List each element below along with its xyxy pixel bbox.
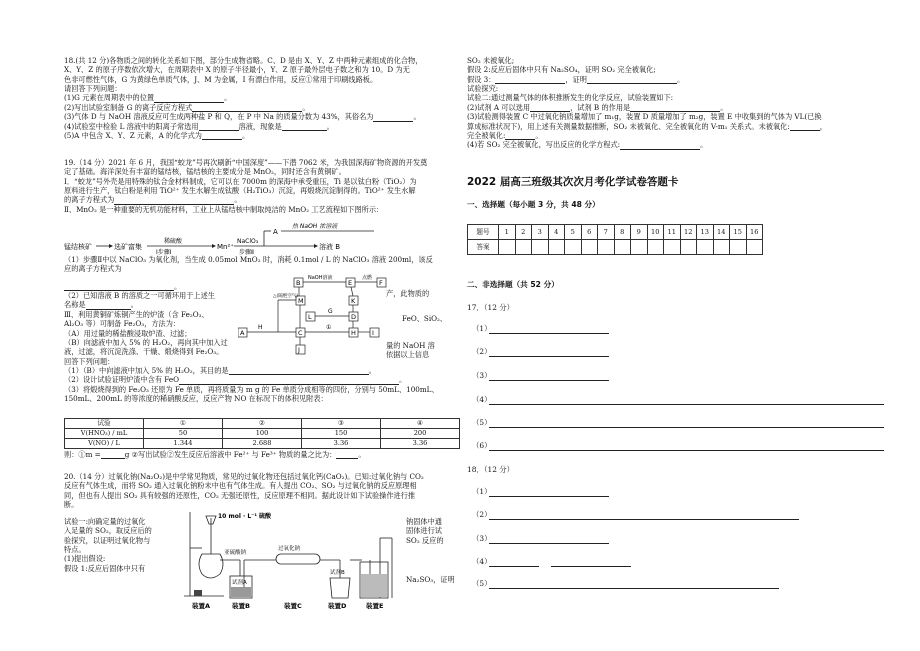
q18-line: 色非可燃性气体，G 为黄绿色单质气体，J、M 为金属，I 有漂白作用，反应①常用于印刷线路板。 [64, 74, 378, 84]
mno2-process-diagram [64, 222, 384, 256]
apparatus-label: 10 mol · L⁻¹ 硫酸 [218, 513, 272, 520]
q20-cont-line: SO₂ 未被氧化; [467, 56, 515, 65]
scheme-label: G [328, 308, 333, 315]
apparatus-diagram [180, 508, 405, 612]
answer-cell[interactable] [565, 240, 582, 255]
scheme-node: B [296, 279, 301, 287]
q20-left-text: 假设 1:反应后固体中只有 [64, 563, 146, 573]
q18-sub4: (4)试验室中检验 L 溶液中的阳离子常选用 [64, 121, 199, 131]
q20-left-text: 入足量的 SO₂，取反应后的 [64, 526, 152, 536]
apparatus-label: 装置E [366, 602, 384, 610]
scheme-node: F [379, 279, 383, 287]
answer-grid-header-row [468, 225, 763, 240]
answer-cell[interactable] [713, 240, 730, 255]
scheme-node: E [348, 279, 353, 287]
q20-right-fragment [406, 575, 455, 584]
apparatus-label: 装置D [328, 602, 347, 610]
answer-blank [505, 132, 535, 140]
answer-blank [202, 132, 242, 140]
q20-line: 断。 [64, 500, 79, 510]
q20-cont-line: (4)若 SO₂ 完全被氧化，写出反应的化学方程式: [467, 140, 621, 150]
answer-blank [790, 123, 820, 131]
flow-start-label: 锰结核矿 [64, 243, 92, 251]
answer-cell[interactable] [532, 240, 549, 255]
answer-blank [630, 104, 720, 112]
nitric-acid-table [64, 418, 460, 449]
answer-grid [467, 224, 763, 255]
q18-answer-line-4a[interactable] [489, 566, 539, 567]
table-header: 试验 [65, 419, 144, 429]
flow-a-label: A [273, 228, 278, 236]
answer-cell[interactable] [515, 240, 532, 255]
q18-answer-line-5[interactable] [489, 588, 779, 589]
answer-cell[interactable] [614, 240, 631, 255]
table-cell: 2.688 [223, 439, 302, 449]
q17-item-1: （1） [472, 324, 492, 333]
answer-blank [154, 95, 224, 103]
q20-left-text: 特点。 [64, 545, 86, 555]
q17-item-4: （4） [472, 395, 492, 404]
q19-body-line: Al₂O₃ 等）可制备 Fe₂O₃，方法为： [64, 319, 181, 329]
q20-cont-line: 试验探究: [467, 84, 499, 94]
question-17-label: 17．（12 分） [467, 303, 515, 312]
scheme-node: K [351, 297, 356, 305]
table-cell: 1.344 [144, 439, 223, 449]
q17-answer-line-5[interactable] [489, 427, 884, 428]
answer-blank [114, 197, 234, 205]
answer-cell[interactable] [680, 240, 697, 255]
q19-body-line: Ⅲ、利用黄铜矿炼铜产生的炉渣（含 Fe₂O₃、 [64, 309, 209, 319]
q19-body-line: 名称是 [64, 300, 86, 310]
answer-blank [282, 123, 327, 131]
q20-line: 反应有气体生成，而将 SO₂ 通入过氧化钠粉末中也有气体生成。有人提出 CO₂、SO₂ 与过氧化钠的反应原理相 [64, 481, 417, 491]
question-19-body: （1）步骤Ⅱ中以 NaClO₃ 为氧化剂，当生成 0.05mol MnO₂ 时，消耗 0.1mol / L 的 NaClO₃ 溶液 200ml，该反 应的离子方程式为 。 （2）已知溶液 B 的溶质之一可循环用于上述生 名称是 。 Ⅲ、利用黄铜矿炼铜产生的炉渣（含 Fe₂O₃、 Al₂O₃ 等）可制备 Fe₂O₃，方法为： （A）用过量的稀盐酸浸取炉渣、过滤； （B）向滤液中加入 5% 的 H₂O₂，再向其中加入过 液，过滤，将沉淀洗涤、干燥、煅烧得到 Fe₂O₃。 回答下列问题： （1）（B）中向滤液中加入 5% 的 H₂O₂，其目的是 。 （2）设计试验证明炉渣中含有 FeO 。 （3）将煅烧得到的 Fe₂O₃ 还原为 Fe 单质，再将质量为 m g 的 Fe 单质分成相等的四份，分别与 50mL、100mL、 150mL、200mL 的等浓度的稀硝酸反应，反应产物 NO 在标况下的体积见附表： [64, 255, 464, 403]
scheme-label: 点燃 [362, 275, 373, 281]
answer-blank [101, 451, 125, 459]
q18-sub5: (5)A 中包含 X、Y、Z 元素，A 的化学式为 [64, 130, 202, 140]
table-cell: 3.36 [302, 439, 381, 449]
q19-body-line: （A）用过量的稀盐酸浸取炉渣、过滤； [64, 328, 192, 338]
answer-blank [530, 104, 570, 112]
grid-header: 9 [631, 225, 648, 240]
grid-header: 10 [647, 225, 664, 240]
q17-item-5: （5） [472, 418, 492, 427]
q19-body-line: 回答下列问题： [64, 356, 115, 366]
apparatus-label: 装置C [284, 602, 302, 610]
grid-header: 15 [730, 225, 747, 240]
q18-line: X、Y、Z 的原子序数依次增大，在周期表中 X 的原子半径最小，Y、Z 原子最外层电子数之和为 10。D 为无 [64, 65, 410, 75]
grid-header: 4 [548, 225, 565, 240]
q18-sub2: (2)写出试验室制备 G 的离子反应方程式 [64, 102, 193, 112]
q20-left-text: (1)提出假设: [64, 554, 106, 564]
grid-header: 16 [746, 225, 763, 240]
grid-header: 8 [614, 225, 631, 240]
q19-right-text: FeO、SiO₂、 [402, 314, 448, 323]
q18-line: 请回答下列问题： [64, 84, 122, 94]
q19-line: 19.（14 分）2021 年 6 月，我国“蛟龙”号再次刷新“中国深度”——下潜 7062 米，为我国深海矿物资源的开发奠 [64, 158, 428, 167]
flow-step2-bottom: Ⅰ步骤Ⅰ [156, 249, 172, 256]
q18-item-2: （2） [472, 510, 492, 519]
answer-cell[interactable] [647, 240, 664, 255]
scheme-node: I [372, 329, 374, 337]
q17-item-2: （2） [472, 347, 492, 356]
answer-cell[interactable] [730, 240, 747, 255]
scheme-node: D [351, 313, 357, 321]
grid-header: 12 [680, 225, 697, 240]
q20-cont-line: 算成标准状况下)，用上述有关测量数据推断，SO₂ 未被氧化、完全被氧化的 V-m₁ 关系式。未被氧化: [467, 121, 790, 131]
table-header: ② [223, 419, 302, 429]
grid-header: 2 [515, 225, 532, 240]
scheme-label: △(隔绝空气) [273, 294, 298, 299]
answer-cell[interactable] [664, 240, 681, 255]
q19-body-line: （2）设计试验证明炉渣中含有 FeO [64, 375, 180, 385]
grid-header: 13 [697, 225, 714, 240]
section-free-response: 二、非选择题（共 52 分） [467, 280, 559, 289]
q20-cont-line: (3)试验测得装置 C 中过氧化钠质量增加了 m₁g，装置 D 质量增加了 m₂g，装置 E 中收集到的气体为 VL(已换 [467, 112, 822, 122]
q20-right-text: SO₂ 反应的 [406, 535, 444, 545]
flow-step3-top: NaClO₃ [237, 238, 259, 245]
q19-body-line: （B）向滤液中加入 5% 的 H₂O₂，再向其中加入过 [64, 337, 228, 347]
q18-item-4: （4） [472, 557, 492, 566]
answer-blank [179, 377, 399, 385]
q18-sub1: (1)G 元素在周期表中的位置 [64, 93, 155, 103]
q20-right-text: Na₂SO₃，证明 [406, 575, 455, 584]
table-cell: V(HNO₃) / mL [65, 429, 144, 439]
q20-cont-line: 试验二:通过测量气体的体积推断发生的化学反应，试验装置如下: [467, 93, 674, 103]
q19-ratio-label: g ②写出试验②发生反应后溶液中 Fe²⁺ 与 Fe³⁺ 物质的量之比为： [124, 450, 337, 459]
answer-blank [86, 302, 131, 310]
scheme-node: A [240, 329, 245, 337]
answer-grid-answer-row [468, 240, 763, 255]
q19-right-fragment [386, 341, 435, 360]
q19-body-line: 应的离子方程式为 [64, 264, 122, 274]
q17-item-3: （3） [472, 371, 492, 380]
scheme-node: H [351, 329, 356, 337]
q17-answer-line-3[interactable] [489, 380, 609, 381]
answer-cell[interactable] [598, 240, 615, 255]
q20-right-text: 钠固体中通 [406, 517, 442, 526]
section-multiple-choice: 一、选择题（每小题 3 分，共 48 分） [467, 200, 600, 209]
q19-m-label: 则：①m = [64, 450, 101, 459]
q18-sub4-tail: 溶液，现象是 [238, 121, 282, 131]
answer-cell[interactable] [548, 240, 565, 255]
table-cell: 150 [302, 429, 381, 439]
table-header: ④ [381, 419, 460, 429]
scheme-node: C [298, 329, 303, 337]
grid-header: 3 [532, 225, 549, 240]
flow-step3-bottom: 步骤Ⅱ [239, 249, 254, 256]
answer-blank [336, 451, 358, 459]
answer-cell[interactable] [631, 240, 648, 255]
q20-cont-line: 假设 2:反应后固体中只有 Na₂SO₄，证明 SO₂ 完全被氧化; [467, 65, 656, 75]
table-cell: 100 [223, 429, 302, 439]
q19-body-line: 液，过滤，将沉淀洗涤、干燥、煅烧得到 Fe₂O₃。 [64, 347, 224, 357]
answer-blank [229, 367, 369, 375]
question-19-text: 19.（14 分）2021 年 6 月，我国“蛟龙”号再次刷新“中国深度”——下潜 7062 米，为我国深海矿物资源的开发奠 定了基础。海洋深处有丰富的锰结核，锰结核的主要成分是 MnO₂，同时还含有黄铜矿。 Ⅰ．“蛟龙”号外壳是用特殊的钛合金材料制成，它可以在 7000m 的深海中承受重压，Ti 是以钛白粉（TiO₂）为 原料进行生产，钛白粉是利用 TiO²⁺ 发生水解生成钛酸（H₂TiO₃）沉淀，再煅烧沉淀制得的。TiO²⁺ 发生水解 的离子方程式为 。 Ⅱ、MnO₂ 是一种重要的无机功能材料，工业上从锰结核中制取纯洁的 MnO₂ 工艺流程如下图所示： [64, 158, 428, 214]
q20-cont-line: (2)试剂 A 可以选用 [467, 102, 531, 112]
q19-line: Ⅱ、MnO₂ 是一种重要的无机功能材料，工业上从锰结核中制取纯洁的 MnO₂ 工艺流程如下图所示： [64, 204, 384, 214]
answer-blank [495, 76, 565, 84]
scheme-node: J [298, 346, 300, 354]
apparatus-label: 试剂A [232, 580, 247, 586]
scheme-label: H [258, 324, 263, 331]
flow-b-label: 溶液 B [319, 243, 341, 251]
grid-header: 7 [598, 225, 615, 240]
q18-answer-line-3[interactable] [489, 543, 609, 544]
q19-line: 的离子方程式为 [64, 195, 115, 205]
q19-body-line: （2）已知溶液 B 的溶质之一可循环用于上述生 [64, 291, 215, 301]
q19-right-fragment [386, 289, 429, 298]
scheme-label: NaOH溶液 [308, 275, 333, 281]
table-header: ① [144, 419, 223, 429]
q19-right-text: 依据以上信息 [386, 350, 430, 360]
q19-line: 原料进行生产，钛白粉是利用 TiO²⁺ 发生水解生成钛酸（H₂TiO₃）沉淀，再煅烧沉淀制得的。TiO²⁺ 发生水解 [64, 186, 416, 196]
table-cell: V(NO) / L [65, 439, 144, 449]
q20-line: 同，但也有人提出 SO₂ 具有较强的还原性，CO₂ 无强还原性，反应原理不相同。据此设计如下试验操作进行推 [64, 490, 416, 500]
q20-left-fragment [64, 517, 152, 573]
q19-final-line: 则：①m = g ②写出试验②发生反应后溶液中 Fe²⁺ 与 Fe³⁺ 物质的量之比为： 。 [64, 450, 366, 459]
q18-item-3: （3） [472, 534, 492, 543]
grid-header: 14 [713, 225, 730, 240]
scheme-node: M [298, 297, 304, 305]
apparatus-label: 过氧化钠 [278, 546, 301, 552]
grid-header: 1 [499, 225, 516, 240]
question-18-text: 18.(共 12 分)各物质之间的转化关系如下图，部分生成物省略。C、D 是由 X、Y、Z 中两种元素组成的化合物， X、Y、Z 的原子序数依次增大，在周期表中 X 的原子半径最小，Y、Z 原子最外层电子数之和为 10。D 为无 色非可燃性气体，G 为黄绿色单质气体，J、M 为金属，I 有漂白作用，反应①常用于印刷线路板。 请回答下列问题： (1)G 元素在周期表中的位置 。 (2)写出试验室制备 G 的离子反应方程式 。 (3)气体 D 与 NaOH 溶液反应可生成两种盐 P 和 Q，在 P 中 Na 的质量分数为 43%，其俗名为 。 (4)试验室中检验 L 溶液中的阳离子常选用 溶液，现象是 。 (5)A 中包含 X、Y、Z 元素，A 的化学式为 。 [64, 56, 423, 140]
q18-sub3: (3)气体 D 与 NaOH 溶液反应可生成两种盐 P 和 Q，在 P 中 Na 的质量分数为 43%，其俗名为 [64, 112, 374, 122]
q18-answer-line-1[interactable] [489, 496, 609, 497]
scheme-label: ① [326, 324, 332, 331]
answer-sheet-title: 2022 届高三班级其次次月考化学试卷答题卡 [467, 176, 679, 188]
q20-line: 20.（14 分）过氧化钠(Na₂O₂)是中学常见物质，常见的过氧化物还包括过氧化钙(CaO₂)。已知:过氧化钠与 CO₂ [64, 472, 424, 481]
q19-right-text: 产，此物质的 [386, 289, 430, 298]
q19-body-line: 150mL、200mL 的等浓度的稀硝酸反应，反应产物 NO 在标况下的体积见附表： [64, 394, 328, 404]
q19-right-fragment [402, 314, 447, 323]
q19-line: Ⅰ．“蛟龙”号外壳是用特殊的钛合金材料制成，它可以在 7000m 的深海中承受重压，Ti 是以钛白粉（TiO₂）为 [64, 176, 417, 186]
answer-blank [192, 104, 302, 112]
q20-cont-line: 完全被氧化: [467, 130, 506, 140]
q19-body-line: （1）（B）中向滤液中加入 5% 的 H₂O₂，其目的是 [64, 365, 229, 375]
q19-body-line: （3）将煅烧得到的 Fe₂O₃ 还原为 Fe 单质，再将质量为 m g 的 Fe 单质分成相等的四份，分别与 50mL、100mL、 [64, 384, 439, 394]
q20-cont-line: 假设 3： [467, 74, 496, 84]
flow-step1-label: 选矿富集 [114, 243, 142, 251]
answer-blank [64, 283, 174, 291]
grid-header: 5 [565, 225, 582, 240]
table-cell: 50 [144, 429, 223, 439]
flow-mn-label: Mn²⁺ [217, 243, 234, 251]
table-cell: 3.36 [381, 439, 460, 449]
answer-blank [620, 142, 700, 150]
apparatus-label: 装置B [232, 602, 250, 610]
answer-cell[interactable] [697, 240, 714, 255]
q20-right-fragment [406, 517, 444, 545]
q18-item-1: （1） [472, 487, 492, 496]
q20-continued: SO₂ 未被氧化; 假设 2:反应后固体中只有 Na₂SO₄，证明 SO₂ 完全被氧化; 假设 3： ，证明 。 试验探究: 试验二:通过测量气体的体积推断发生的化学反应，试验装置如下: (2)试剂 A 可以选用 ，试剂 B 的作用是 。 (3)试验测得装置 C 中过氧化钠质量增加了 m₁g，装置 D 质量增加了 m₂g，装置 E 中收集到的气体为 VL(已换 算成标准状况下)，用上述有关测量数据推断，SO₂ 未被氧化、完全被氧化的 V-m₁ 关系式。未被氧化: ， 完全被氧化: 。 (4)若 SO₂ 完全被氧化，写出反应的化学方程式: 。 [467, 56, 887, 150]
apparatus-label: 亚硫酸钠 [224, 550, 247, 556]
q20-left-text: 验探究，以证明过氧化物与 [64, 535, 151, 545]
q18-line: 18.(共 12 分)各物质之间的转化关系如下图，部分生成物省略。C、D 是由 X、Y、Z 中两种元素组成的化合物， [64, 56, 423, 65]
table-cell: 200 [381, 429, 460, 439]
grid-header: 11 [664, 225, 681, 240]
q17-answer-line-2[interactable] [489, 356, 609, 357]
q19-line: 定了基础。海洋深处有丰富的锰结核，锰结核的主要成分是 MnO₂，同时还含有黄铜矿。 [64, 167, 346, 177]
q20-cont-line: ，证明 [565, 74, 587, 84]
q18-answer-line-2[interactable] [489, 519, 799, 520]
q20-left-text: 试验一:向确定量的过氧化 [64, 517, 146, 526]
q20-right-text: 固体进行试 [406, 526, 442, 536]
answer-blank [587, 76, 677, 84]
answer-blank [199, 123, 239, 131]
answer-cell[interactable] [746, 240, 763, 255]
q19-body-line: （1）步骤Ⅱ中以 NaClO₃ 为氧化剂，当生成 0.05mol MnO₂ 时，消耗 0.1mol / L 的 NaClO₃ 溶液 200ml，该反 [64, 255, 433, 264]
grid-header: 6 [581, 225, 598, 240]
q17-item-6: （6） [472, 441, 492, 450]
q17-answer-line-6[interactable] [489, 450, 884, 451]
table-header: ③ [302, 419, 381, 429]
flow-step2-top: 稀硫酸 [164, 238, 183, 245]
answer-cell[interactable] [499, 240, 516, 255]
q17-answer-line-4[interactable] [489, 404, 884, 405]
q18-item-5: （5） [472, 579, 492, 588]
grid-answer-label: 答案 [468, 240, 499, 255]
answer-blank [373, 114, 413, 122]
answer-cell[interactable] [581, 240, 598, 255]
question-20-text [64, 472, 424, 509]
flow-hot-naoh: 热 NaOH 浓溶液 [292, 223, 338, 230]
apparatus-label: 装置A [192, 602, 211, 610]
apparatus-label: 试剂B [330, 570, 345, 576]
q18-answer-line-4b[interactable] [551, 566, 631, 567]
q17-answer-line-1[interactable] [489, 333, 609, 334]
grid-header: 题号 [468, 225, 499, 240]
q19-right-text: 量的 NaOH 溶 [386, 341, 435, 350]
q20-cont-line: ，试剂 B 的作用是 [570, 102, 631, 112]
question-18-label: 18．（12 分） [467, 465, 515, 474]
scheme-node: L [308, 313, 312, 321]
